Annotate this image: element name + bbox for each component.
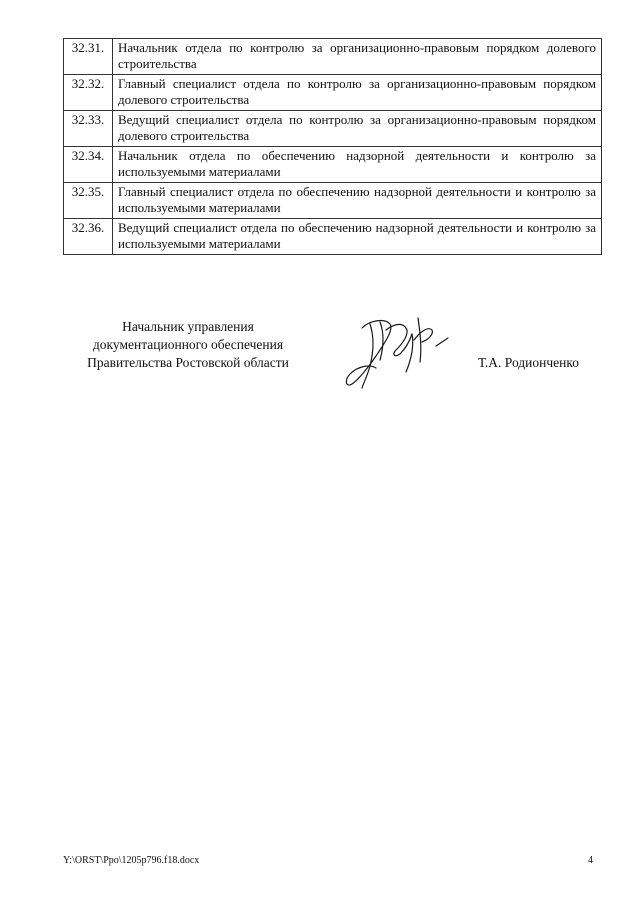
positions-table [63, 38, 602, 255]
position-title: Начальник отдела по обеспечению надзорной деятельности и контролю за используемыми материалами [113, 147, 602, 183]
signatory-position-line: документационного обеспечения [92, 337, 284, 352]
position-number: 32.31. [64, 39, 113, 75]
signatory-name: Т.А. Родионченко [478, 355, 579, 370]
footer-file-path: Y:\ORST\Ppo\1205p796.f18.docx [63, 855, 200, 866]
position-number: 32.33. [64, 111, 113, 147]
position-number: 32.34. [64, 147, 113, 183]
table-row [64, 147, 602, 183]
signatory-position-line: Начальник управления [122, 319, 254, 334]
signatory-position [63, 318, 313, 372]
table-row [64, 183, 602, 219]
table-row [64, 111, 602, 147]
position-number: 32.36. [64, 219, 113, 255]
table-row [64, 75, 602, 111]
signatory-position-line: Правительства Ростовской области [87, 355, 289, 370]
page-number: 4 [588, 855, 593, 866]
position-number: 32.35. [64, 183, 113, 219]
table-row [64, 219, 602, 255]
position-title: Начальник отдела по контролю за организационно-правовым порядком долевого строительства [113, 39, 602, 75]
handwritten-signature-icon [340, 310, 455, 395]
position-number: 32.32. [64, 75, 113, 111]
table-row [64, 39, 602, 75]
position-title: Ведущий специалист отдела по обеспечению надзорной деятельности и контролю за используемыми материалами [113, 219, 602, 255]
position-title: Главный специалист отдела по контролю за организационно-правовым порядком долевого строительства [113, 75, 602, 111]
position-title: Главный специалист отдела по обеспечению надзорной деятельности и контролю за используемыми материалами [113, 183, 602, 219]
position-title: Ведущий специалист отдела по контролю за организационно-правовым порядком долевого строительства [113, 111, 602, 147]
